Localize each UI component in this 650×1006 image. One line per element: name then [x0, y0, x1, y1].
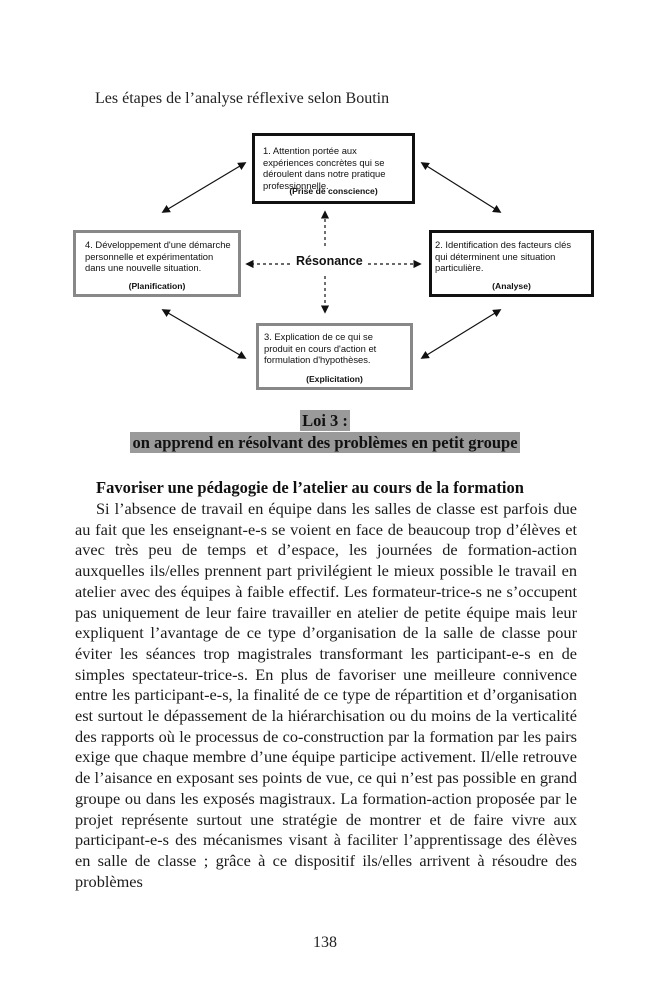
- step-box-analysis-tag: (Analyse): [492, 281, 531, 291]
- page-number: 138: [313, 934, 337, 951]
- law-statement-text: on apprend en résolvant des problèmes en petit groupe: [132, 433, 518, 452]
- section-title: Favoriser une pédagogie de l’atelier au cours de la formation: [96, 478, 524, 497]
- arrow-top-right: [422, 163, 500, 212]
- step-box-awareness: [252, 133, 415, 204]
- step-box-planning: [73, 230, 241, 297]
- law-number-text: Loi 3 :: [302, 411, 348, 430]
- step-box-analysis-text: 2. Identification des facteurs clés qui déterminent une situation particulière.: [435, 239, 572, 273]
- step-box-analysis: [429, 230, 594, 297]
- arrow-top-left: [163, 163, 245, 212]
- step-box-explicitation-text: 3. Explication de ce qui se produit en cours d'action et formulation d'hypothèses.: [264, 331, 377, 365]
- law-number: [0, 411, 650, 431]
- step-box-planning-tag: (Planification): [128, 281, 186, 291]
- resonance-label: Résonance: [296, 254, 363, 268]
- figure-caption: Les étapes de l’analyse réflexive selon Boutin: [95, 90, 390, 107]
- step-box-planning-text: 4. Développement d'une démarche personnelle et expérimentation dans une nouvelle situation.: [85, 239, 231, 273]
- reflexive-analysis-diagram: [0, 0, 650, 400]
- law-statement: [0, 433, 650, 453]
- step-box-explicitation-tag: (Explicitation): [306, 374, 363, 384]
- body-paragraph: Si l’absence de travail en équipe dans les salles de classe est parfois due au fait que les enseignant-e-s se voient en face de beaucoup trop d’élèves et avec très peu de temps et d’espace, les journées de formation-action auxquelles ils/elles prennent part privilégient le mieux possible le travail en atelier avec des équipes à faible effectif. Les formateur-trice-s ne s’occupent pas uniquement de leur faire travailler en atelier de petite équipe mais leur expliquent l’avantage de ce type d’organisation de la salle de classe pour éviter les séances trop magistrales transformant les participant-e-s en de simples spectateur-trice-s. En plus de favoriser une meilleure connivence entre les participant-e-s, la finalité de ce type de répartition et d’organisation est surtout le dépassement de la hiérarchisation ou du moins de la verticalité des rapports où le processus de co-construction par la formation par les pairs exige que chaque membre d’une équipe participe activement. Il/elle retrouve de l’aisance en exposant ses points de vue, ce qui n’est pas possible en grand groupe ou dans les exposés magistraux. La formation-action proposée par le projet représente surtout une stratégie de montrer et de faire vivre aux participant-e-s des mécanismes visant à faciliter l’apprentissage des élèves en salle de classe ; grâce à ce dispositif ils/elles arrivent à résoudre des problèmes: [75, 499, 577, 891]
- step-box-awareness-text: 1. Attention portée aux expériences concrètes qui se déroulent dans notre pratique professionnelle.: [263, 145, 386, 191]
- step-box-awareness-tag: (Prise de conscience): [289, 186, 378, 196]
- step-box-explicitation: [256, 323, 413, 390]
- arrow-bottom-right: [422, 310, 500, 358]
- arrow-bottom-left: [163, 310, 245, 358]
